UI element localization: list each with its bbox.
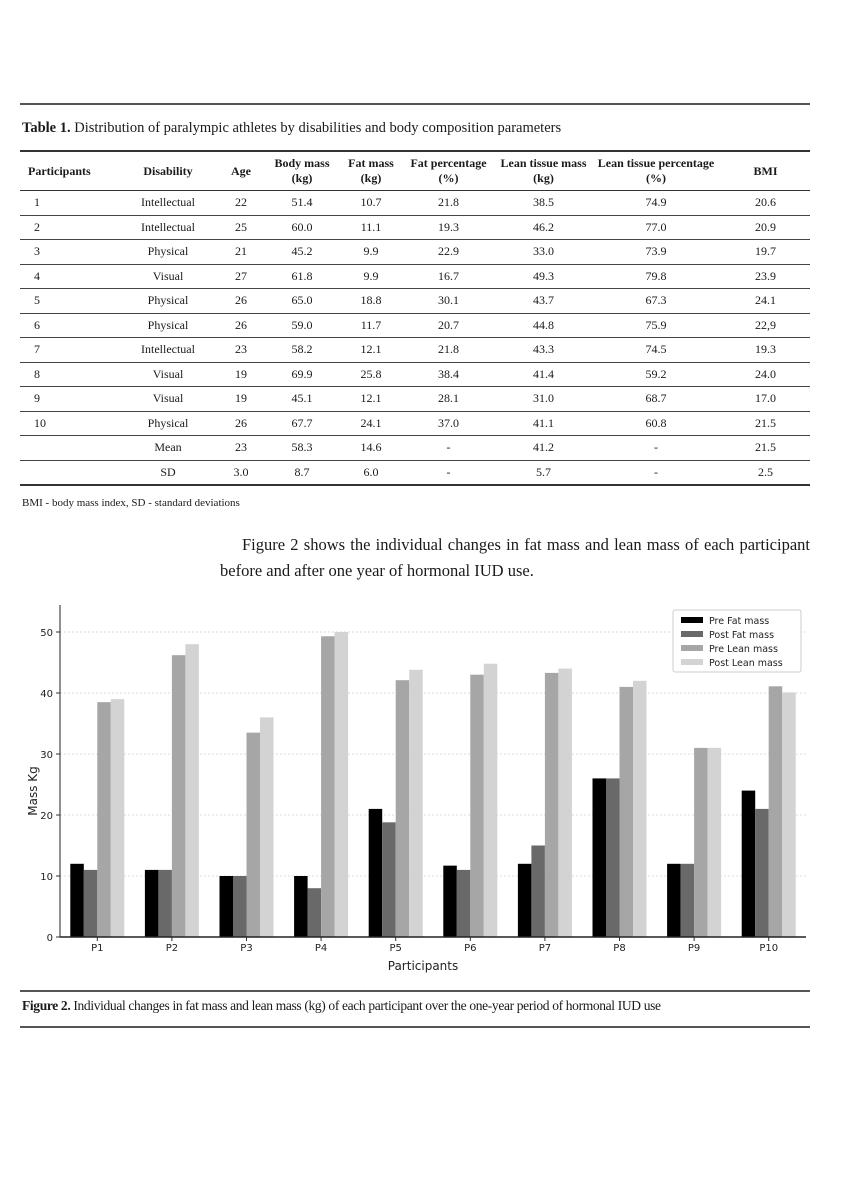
x-tick-label: P10: [759, 943, 779, 954]
table-cell: 58.3: [263, 436, 341, 461]
table-cell: 12.1: [341, 338, 401, 363]
table-cell: 59.0: [263, 313, 341, 338]
table-cell: 22.9: [401, 240, 496, 265]
legend-label: Post Fat mass: [709, 630, 775, 641]
bar-pre-fat-mass: [742, 791, 756, 937]
table-header-row: [20, 151, 810, 191]
table-row: [20, 264, 810, 289]
table-cell: 37.0: [401, 411, 496, 436]
table-cell: 20.9: [721, 215, 810, 240]
table-cell: 67.7: [263, 411, 341, 436]
table-row: [20, 387, 810, 412]
table-cell: 6: [20, 313, 117, 338]
table-cell: 8.7: [263, 460, 341, 485]
x-tick-label: P8: [613, 943, 626, 954]
legend-swatch: [681, 617, 703, 623]
table-cell: 38.5: [496, 191, 591, 216]
table-cell: 4: [20, 264, 117, 289]
table-cell: 65.0: [263, 289, 341, 314]
table-cell: 9: [20, 387, 117, 412]
column-header: Disability: [117, 151, 219, 191]
bar-post-lean-mass: [558, 669, 572, 937]
table-cell: 22: [219, 191, 263, 216]
bar-post-fat-mass: [681, 864, 695, 937]
figure-caption-label: Figure 2.: [22, 998, 71, 1013]
bar-pre-lean-mass: [247, 733, 261, 937]
bar-pre-fat-mass: [220, 876, 234, 937]
bar-post-lean-mass: [335, 632, 349, 937]
table-cell: 77.0: [591, 215, 721, 240]
table-cell: 21: [219, 240, 263, 265]
table-cell: 45.2: [263, 240, 341, 265]
x-tick-label: P1: [91, 943, 104, 954]
table-cell: 75.9: [591, 313, 721, 338]
y-tick-label: 10: [40, 872, 53, 883]
x-axis-label: Participants: [387, 959, 459, 973]
column-header: Fat percentage (%): [401, 151, 496, 191]
table-cell: 51.4: [263, 191, 341, 216]
table-cell: 25.8: [341, 362, 401, 387]
bar-post-fat-mass: [755, 809, 769, 937]
table-cell: -: [401, 436, 496, 461]
bar-chart: [0, 595, 848, 980]
table-cell: 14.6: [341, 436, 401, 461]
table-cell: 27: [219, 264, 263, 289]
table-cell: 21.5: [721, 411, 810, 436]
bar-pre-lean-mass: [396, 680, 410, 937]
table-cell: Visual: [117, 387, 219, 412]
y-tick-label: 50: [40, 628, 53, 639]
bar-post-fat-mass: [308, 888, 322, 937]
table-cell: 41.1: [496, 411, 591, 436]
table-cell: 16.7: [401, 264, 496, 289]
table-cell: 68.7: [591, 387, 721, 412]
legend-swatch: [681, 645, 703, 651]
bar-post-lean-mass: [111, 699, 125, 937]
table-cell: 5.7: [496, 460, 591, 485]
bar-post-lean-mass: [409, 670, 423, 937]
y-tick-label: 30: [40, 750, 53, 761]
body-paragraph: Figure 2 shows the individual changes in fat mass and lean mass of each participant before and after one year of hormonal IUD use.: [220, 535, 810, 580]
table-row: [20, 313, 810, 338]
body-composition-table: [20, 150, 810, 486]
table-cell: Physical: [117, 240, 219, 265]
bar-post-lean-mass: [260, 717, 274, 937]
x-tick-label: P9: [687, 943, 701, 954]
bar-post-fat-mass: [382, 822, 396, 937]
legend-label: Pre Fat mass: [709, 616, 770, 627]
table-cell: 25: [219, 215, 263, 240]
figure-caption: [22, 998, 661, 1014]
bar-pre-lean-mass: [97, 702, 111, 937]
table-cell: 24.0: [721, 362, 810, 387]
column-header: Body mass (kg): [263, 151, 341, 191]
table-cell: 60.0: [263, 215, 341, 240]
bar-pre-fat-mass: [593, 778, 607, 937]
column-header: Lean tissue percentage (%): [591, 151, 721, 191]
bar-pre-fat-mass: [667, 864, 681, 937]
y-tick-label: 20: [40, 811, 53, 822]
y-tick-label: 40: [40, 689, 53, 700]
table-cell: 43.7: [496, 289, 591, 314]
table-cell: 8: [20, 362, 117, 387]
table-cell: 20.7: [401, 313, 496, 338]
bar-pre-lean-mass: [321, 636, 335, 937]
table-note: BMI - body mass index, SD - standard deviations: [22, 497, 240, 509]
bar-post-lean-mass: [633, 681, 647, 937]
table-cell: 41.4: [496, 362, 591, 387]
x-tick-label: P5: [389, 943, 402, 954]
table-cell: 12.1: [341, 387, 401, 412]
bar-post-lean-mass: [185, 644, 199, 937]
table-row: [20, 289, 810, 314]
table-cell: 19.3: [401, 215, 496, 240]
table-cell: 49.3: [496, 264, 591, 289]
table-cell: Intellectual: [117, 338, 219, 363]
table-cell: 20.6: [721, 191, 810, 216]
column-header: Participants: [20, 151, 117, 191]
bar-pre-lean-mass: [620, 687, 634, 937]
x-tick-label: P7: [538, 943, 552, 954]
table-cell: Intellectual: [117, 215, 219, 240]
table-cell: 38.4: [401, 362, 496, 387]
table-cell: [20, 460, 117, 485]
table-row: [20, 191, 810, 216]
bar-pre-lean-mass: [694, 748, 708, 937]
table-cell: 23.9: [721, 264, 810, 289]
table-cell: 74.5: [591, 338, 721, 363]
table-cell: 9.9: [341, 264, 401, 289]
table-cell: 30.1: [401, 289, 496, 314]
bar-pre-fat-mass: [70, 864, 84, 937]
table-cell: Visual: [117, 362, 219, 387]
table-cell: 19.3: [721, 338, 810, 363]
table-cell: 41.2: [496, 436, 591, 461]
table-cell: 10: [20, 411, 117, 436]
table-cell: 19.7: [721, 240, 810, 265]
bar-post-lean-mass: [782, 692, 796, 937]
table-cell: 67.3: [591, 289, 721, 314]
table-cell: 10.7: [341, 191, 401, 216]
table-cell: 21.8: [401, 191, 496, 216]
y-axis-label: Mass Kg: [26, 766, 40, 816]
table-cell: 19: [219, 362, 263, 387]
table-cell: 9.9: [341, 240, 401, 265]
table-cell: 23: [219, 338, 263, 363]
legend-swatch: [681, 631, 703, 637]
bar-pre-fat-mass: [294, 876, 308, 937]
table-cell: 22,9: [721, 313, 810, 338]
table-cell: 61.8: [263, 264, 341, 289]
table-cell: 28.1: [401, 387, 496, 412]
table-row: [20, 436, 810, 461]
table-cell: 17.0: [721, 387, 810, 412]
table-cell: 43.3: [496, 338, 591, 363]
table-cell: 24.1: [721, 289, 810, 314]
bar-post-fat-mass: [606, 778, 620, 937]
table-cell: -: [591, 436, 721, 461]
column-header: BMI: [721, 151, 810, 191]
table-cell: 69.9: [263, 362, 341, 387]
x-tick-label: P3: [240, 943, 253, 954]
table-row: [20, 240, 810, 265]
table-cell: 45.1: [263, 387, 341, 412]
table-cell: -: [401, 460, 496, 485]
table-cell: Visual: [117, 264, 219, 289]
table-row: [20, 215, 810, 240]
table-cell: 26: [219, 313, 263, 338]
table-title-text: Distribution of paralympic athletes by disabilities and body composition parameters: [70, 120, 562, 136]
table-cell: 6.0: [341, 460, 401, 485]
column-header: Lean tissue mass (kg): [496, 151, 591, 191]
table-cell: 26: [219, 411, 263, 436]
table-row: [20, 362, 810, 387]
table-cell: 1: [20, 191, 117, 216]
legend-label: Post Lean mass: [709, 658, 783, 669]
bar-pre-lean-mass: [769, 686, 783, 937]
column-header: Fat mass (kg): [341, 151, 401, 191]
caption-top-rule: [20, 990, 810, 992]
table-cell: 31.0: [496, 387, 591, 412]
table-cell: 73.9: [591, 240, 721, 265]
table-cell: 46.2: [496, 215, 591, 240]
table-cell: 24.1: [341, 411, 401, 436]
x-tick-label: P2: [165, 943, 179, 954]
bar-pre-lean-mass: [172, 655, 186, 937]
table-title: [22, 120, 561, 137]
caption-bottom-rule: [20, 1026, 810, 1028]
table-cell: 2: [20, 215, 117, 240]
legend-swatch: [681, 659, 703, 665]
table-cell: 19: [219, 387, 263, 412]
table-cell: -: [591, 460, 721, 485]
legend-label: Pre Lean mass: [709, 644, 778, 655]
bar-post-fat-mass: [233, 876, 247, 937]
table-title-label: Table 1.: [22, 120, 71, 136]
bar-post-fat-mass: [84, 870, 98, 937]
top-rule: [20, 103, 810, 105]
x-tick-label: P4: [314, 943, 328, 954]
table-cell: Intellectual: [117, 191, 219, 216]
bar-post-fat-mass: [457, 870, 471, 937]
column-header: Age: [219, 151, 263, 191]
table-cell: 2.5: [721, 460, 810, 485]
bar-pre-fat-mass: [369, 809, 383, 937]
table-cell: 11.7: [341, 313, 401, 338]
table-cell: 3: [20, 240, 117, 265]
table-cell: 44.8: [496, 313, 591, 338]
table-cell: 26: [219, 289, 263, 314]
figure-caption-text: Individual changes in fat mass and lean mass (kg) of each participant over the one-year period of hormonal IUD use: [70, 998, 661, 1013]
table-cell: Physical: [117, 411, 219, 436]
table-cell: 33.0: [496, 240, 591, 265]
table-cell: Physical: [117, 313, 219, 338]
bar-pre-fat-mass: [518, 864, 532, 937]
table-row: [20, 460, 810, 485]
table-cell: 59.2: [591, 362, 721, 387]
table-cell: 60.8: [591, 411, 721, 436]
bar-post-lean-mass: [708, 748, 722, 937]
table-cell: 21.8: [401, 338, 496, 363]
table-cell: 74.9: [591, 191, 721, 216]
bar-post-lean-mass: [484, 664, 498, 937]
table-cell: 5: [20, 289, 117, 314]
table-cell: 21.5: [721, 436, 810, 461]
table-cell: 7: [20, 338, 117, 363]
table-cell: Mean: [117, 436, 219, 461]
table-cell: 11.1: [341, 215, 401, 240]
bar-pre-lean-mass: [545, 673, 559, 937]
bar-pre-lean-mass: [470, 675, 484, 937]
table-row: [20, 411, 810, 436]
bar-post-fat-mass: [531, 846, 545, 938]
table-cell: 79.8: [591, 264, 721, 289]
table-cell: 58.2: [263, 338, 341, 363]
bar-post-fat-mass: [158, 870, 172, 937]
bar-pre-fat-mass: [145, 870, 159, 937]
table-cell: [20, 436, 117, 461]
table-row: [20, 338, 810, 363]
x-tick-label: P6: [464, 943, 477, 954]
table-cell: Physical: [117, 289, 219, 314]
bar-pre-fat-mass: [443, 866, 457, 937]
table-cell: 23: [219, 436, 263, 461]
table-cell: SD: [117, 460, 219, 485]
y-tick-label: 0: [46, 933, 53, 944]
table-body: [20, 191, 810, 486]
table-cell: 18.8: [341, 289, 401, 314]
table-cell: 3.0: [219, 460, 263, 485]
